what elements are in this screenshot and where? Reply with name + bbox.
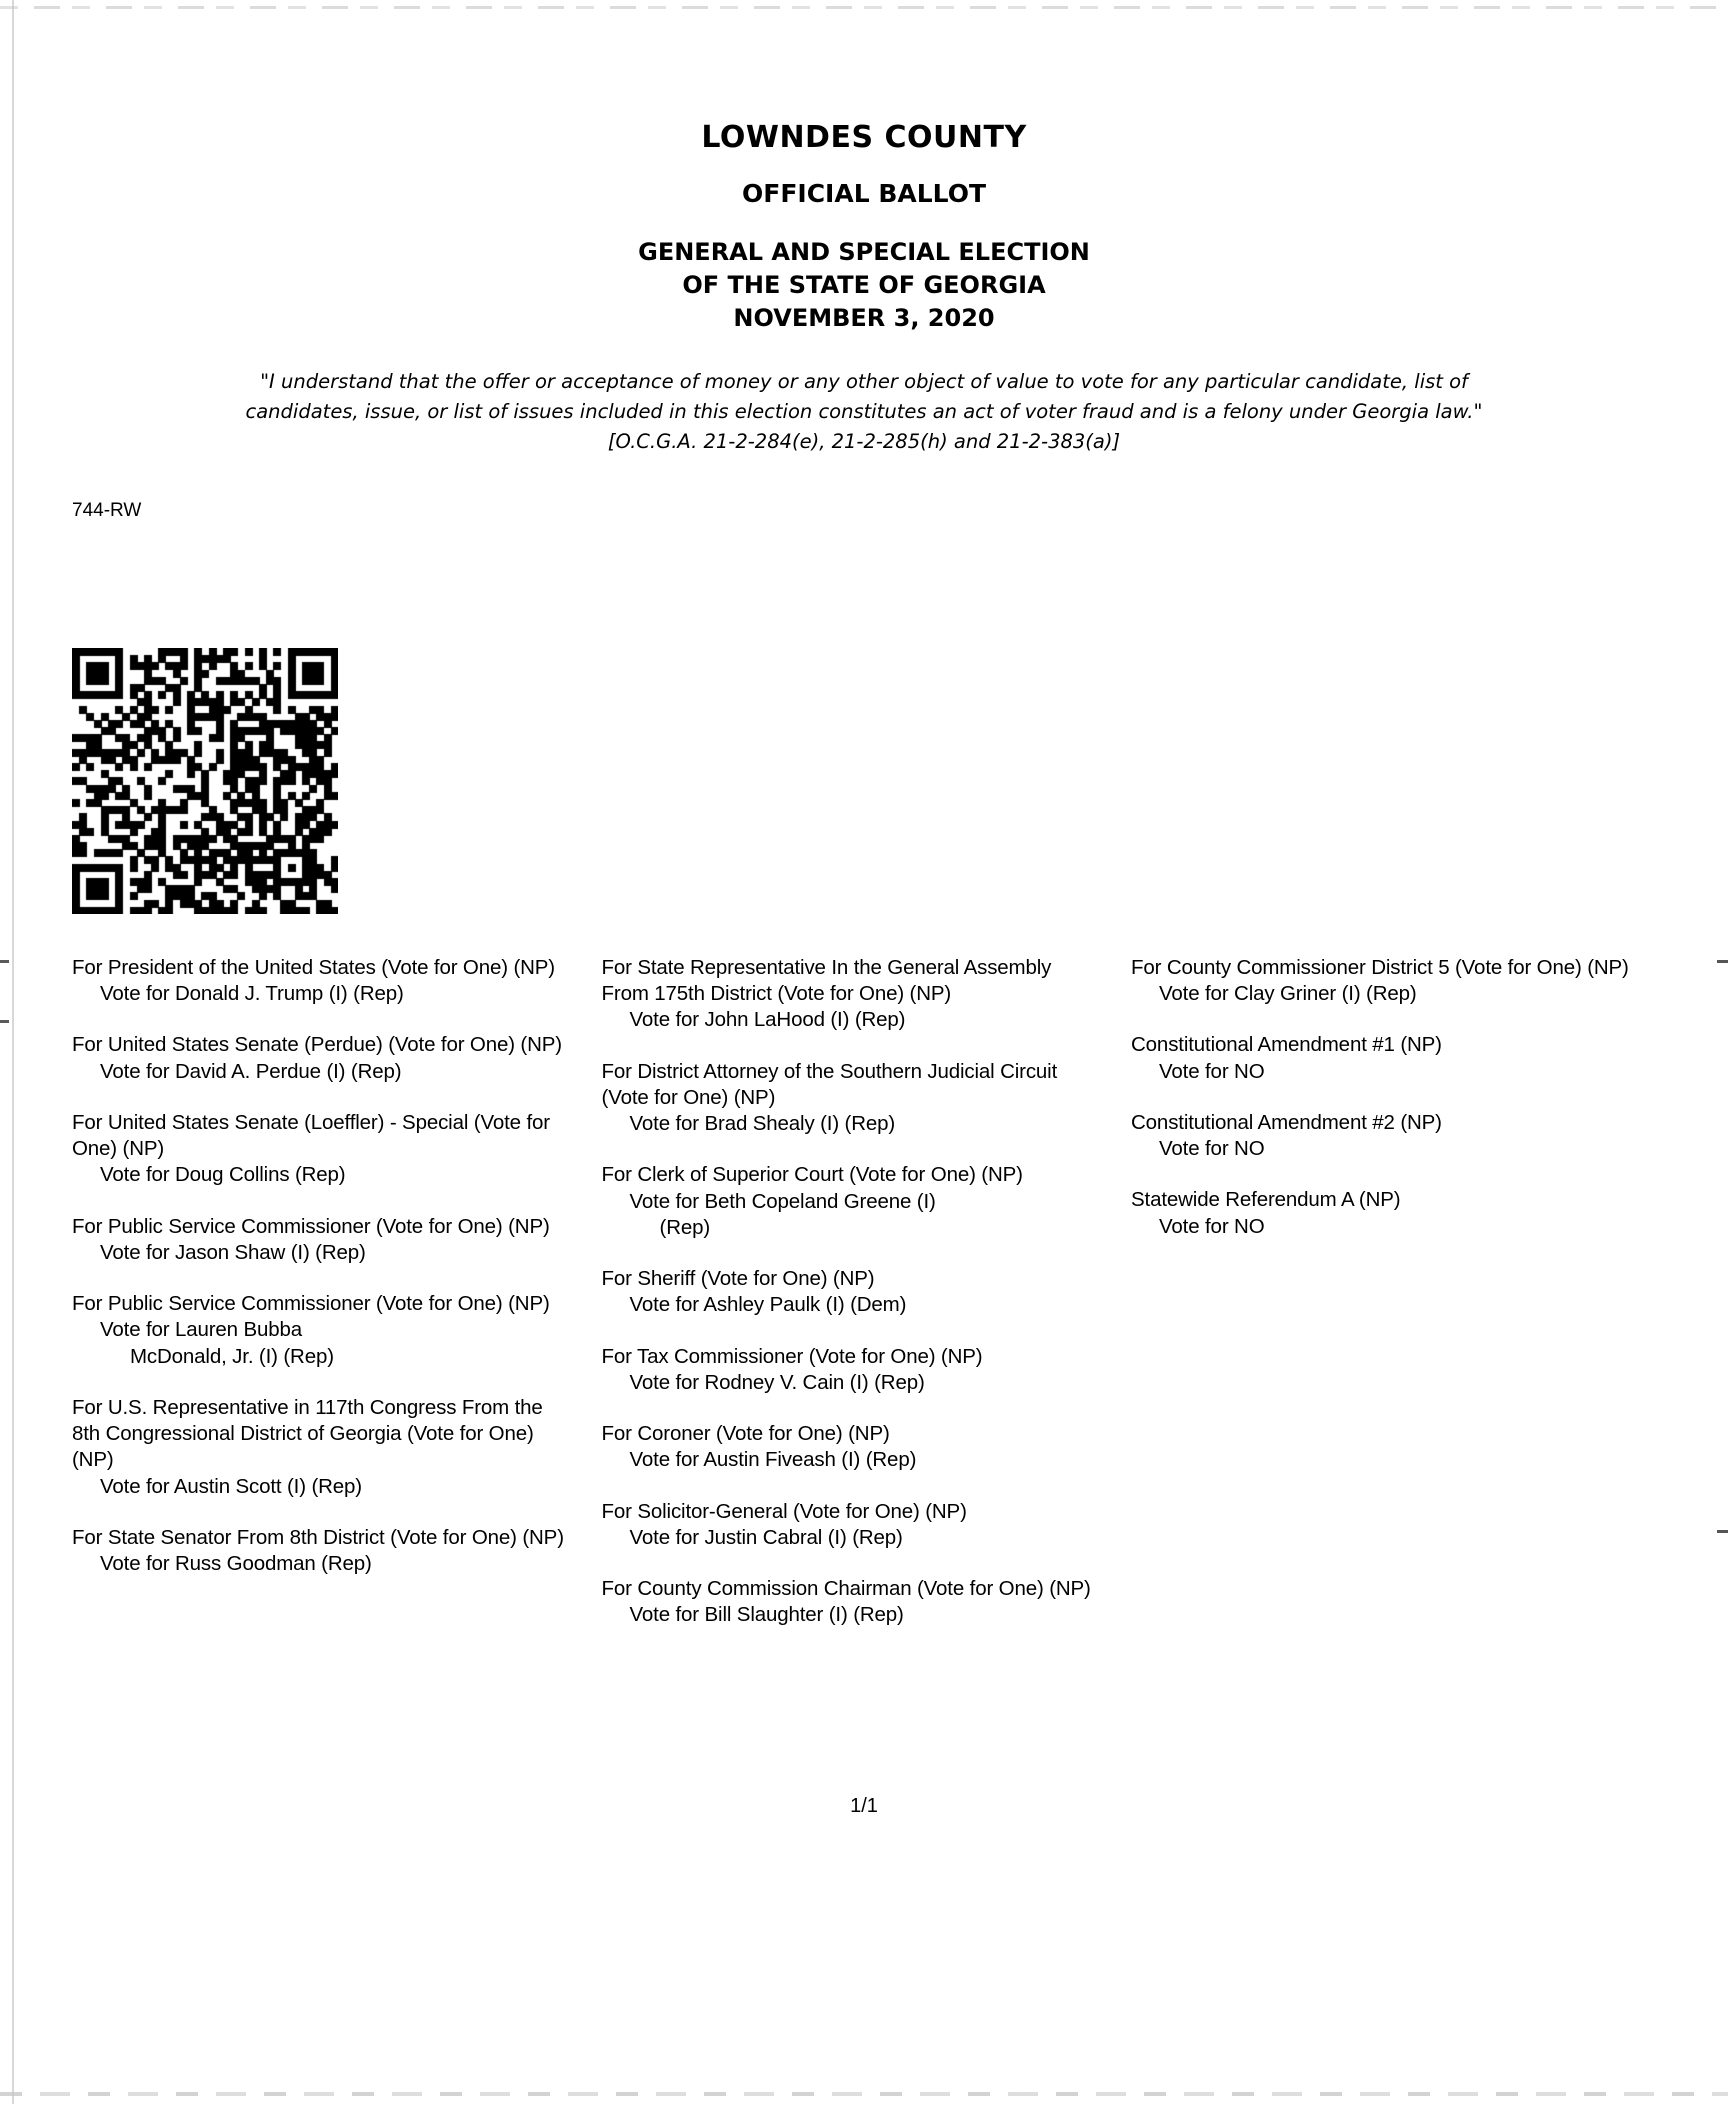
contest-selected-choice: Vote for NO [1159, 1059, 1265, 1083]
contest-block [72, 955, 570, 1007]
contest-title: For Clerk of Superior Court (Vote for One) (NP) [601, 1163, 1023, 1187]
contest-block [72, 1291, 570, 1370]
contest-block [602, 1059, 1100, 1138]
contest-column-1 [72, 955, 570, 1653]
contest-block [602, 1266, 1100, 1318]
contest-title: For District Attorney of the Southern Judicial Circuit (Vote for One) (NP) [601, 1059, 1058, 1109]
page-title: LOWNDES COUNTY [701, 120, 1027, 155]
contest-selected-choice: Vote for Austin Scott (I) (Rep) [100, 1474, 362, 1498]
election-heading [0, 236, 1728, 335]
contest-selected-choice: Vote for Rodney V. Cain (I) (Rep) [629, 1370, 925, 1394]
contest-block [602, 1576, 1100, 1628]
contest-selected-choice: Vote for Jason Shaw (I) (Rep) [100, 1240, 366, 1264]
contest-block [72, 1395, 570, 1500]
contest-column-2 [602, 955, 1100, 1653]
contest-block [602, 1499, 1100, 1551]
contest-title: For Sheriff (Vote for One) (NP) [601, 1267, 875, 1291]
contest-selected-choice: Vote for Lauren Bubba [100, 1318, 303, 1342]
voter-oath-statement: "I understand that the offer or acceptance of money or any other object of value to vote for any particular candidate, list of candidates, issue, or list of issues included in this election constitutes an act of voter fraud and is a felony under Georgia law." [O.C.G.A. 21-2-284(e), 21-2-285(h) and 21-2-383(a)] [245, 370, 1483, 453]
contest-title: For State Representative In the General Assembly From 175th District (Vote for One) (NP) [601, 956, 1052, 1006]
page-number: 1/1 [850, 1795, 878, 1817]
contest-selected-choice: Vote for David A. Perdue (I) (Rep) [100, 1059, 402, 1083]
contest-block [72, 1032, 570, 1084]
contest-column-3 [1131, 955, 1662, 1653]
contest-block [1131, 1110, 1662, 1162]
contest-selected-choice: Vote for Donald J. Trump (I) (Rep) [100, 982, 404, 1006]
contest-title: For Tax Commissioner (Vote for One) (NP) [601, 1344, 983, 1368]
election-date: NOVEMBER 3, 2020 [733, 304, 995, 333]
contest-selected-choice: Vote for Beth Copeland Greene (I) [629, 1189, 936, 1213]
contest-block [1131, 955, 1662, 1007]
contest-title: Constitutional Amendment #1 (NP) [1131, 1033, 1442, 1057]
contest-block [72, 1214, 570, 1266]
election-line-1: GENERAL AND SPECIAL ELECTION [638, 238, 1090, 266]
contest-title: Constitutional Amendment #2 (NP) [1131, 1110, 1442, 1134]
contest-selected-choice-continued: McDonald, Jr. (I) (Rep) [130, 1344, 334, 1368]
contest-title: For Public Service Commissioner (Vote for One) (NP) [72, 1214, 550, 1238]
ballot-style-id: 744-RW [72, 500, 142, 521]
contest-selected-choice: Vote for Justin Cabral (I) (Rep) [629, 1525, 903, 1549]
contest-selected-choice: Vote for NO [1159, 1214, 1265, 1238]
contest-columns [72, 955, 1662, 1653]
contest-selected-choice: Vote for Brad Shealy (I) (Rep) [629, 1112, 896, 1136]
contest-title: For Public Service Commissioner (Vote for One) (NP) [72, 1292, 550, 1316]
contest-block [602, 1344, 1100, 1396]
contest-title: For Coroner (Vote for One) (NP) [601, 1422, 890, 1446]
contest-selected-choice: Vote for Russ Goodman (Rep) [100, 1551, 372, 1575]
contest-title: For United States Senate (Perdue) (Vote for One) (NP) [72, 1033, 562, 1057]
contest-block [602, 955, 1100, 1034]
contest-title: For Solicitor-General (Vote for One) (NP) [601, 1499, 967, 1523]
election-line-2: OF THE STATE OF GEORGIA [682, 271, 1046, 300]
contest-selected-choice: Vote for Doug Collins (Rep) [100, 1163, 346, 1187]
contest-block [72, 1110, 570, 1189]
contest-selected-choice: Vote for John LaHood (I) (Rep) [629, 1008, 906, 1032]
contest-selected-choice: Vote for Clay Griner (I) (Rep) [1159, 982, 1417, 1006]
contest-title: For State Senator From 8th District (Vote for One) (NP) [72, 1525, 564, 1549]
contest-title: For United States Senate (Loeffler) - Special (Vote for One) (NP) [72, 1110, 550, 1161]
ballot-subtitle: OFFICIAL BALLOT [741, 179, 987, 208]
contest-title: For President of the United States (Vote for One) (NP) [72, 956, 555, 979]
contest-block [602, 1162, 1100, 1241]
contest-block [602, 1421, 1100, 1473]
ballot-qr-code [72, 648, 338, 914]
contest-selected-choice: Vote for Austin Fiveash (I) (Rep) [629, 1448, 917, 1472]
contest-selected-choice: Vote for Bill Slaughter (I) (Rep) [629, 1603, 904, 1627]
contest-block [1131, 1187, 1662, 1239]
contest-selected-choice-continued: (Rep) [659, 1215, 711, 1239]
contest-block [1131, 1032, 1662, 1084]
contest-title: For U.S. Representative in 117th Congress From the 8th Congressional District of Georgia (Vote for One) (NP) [72, 1395, 543, 1472]
contest-block [72, 1525, 570, 1577]
contest-title: For County Commission Chairman (Vote for One) (NP) [601, 1576, 1091, 1600]
contest-title: For County Commissioner District 5 (Vote for One) (NP) [1131, 956, 1629, 979]
contest-title: Statewide Referendum A (NP) [1131, 1188, 1401, 1212]
contest-selected-choice: Vote for Ashley Paulk (I) (Dem) [629, 1293, 907, 1317]
contest-selected-choice: Vote for NO [1159, 1137, 1265, 1161]
